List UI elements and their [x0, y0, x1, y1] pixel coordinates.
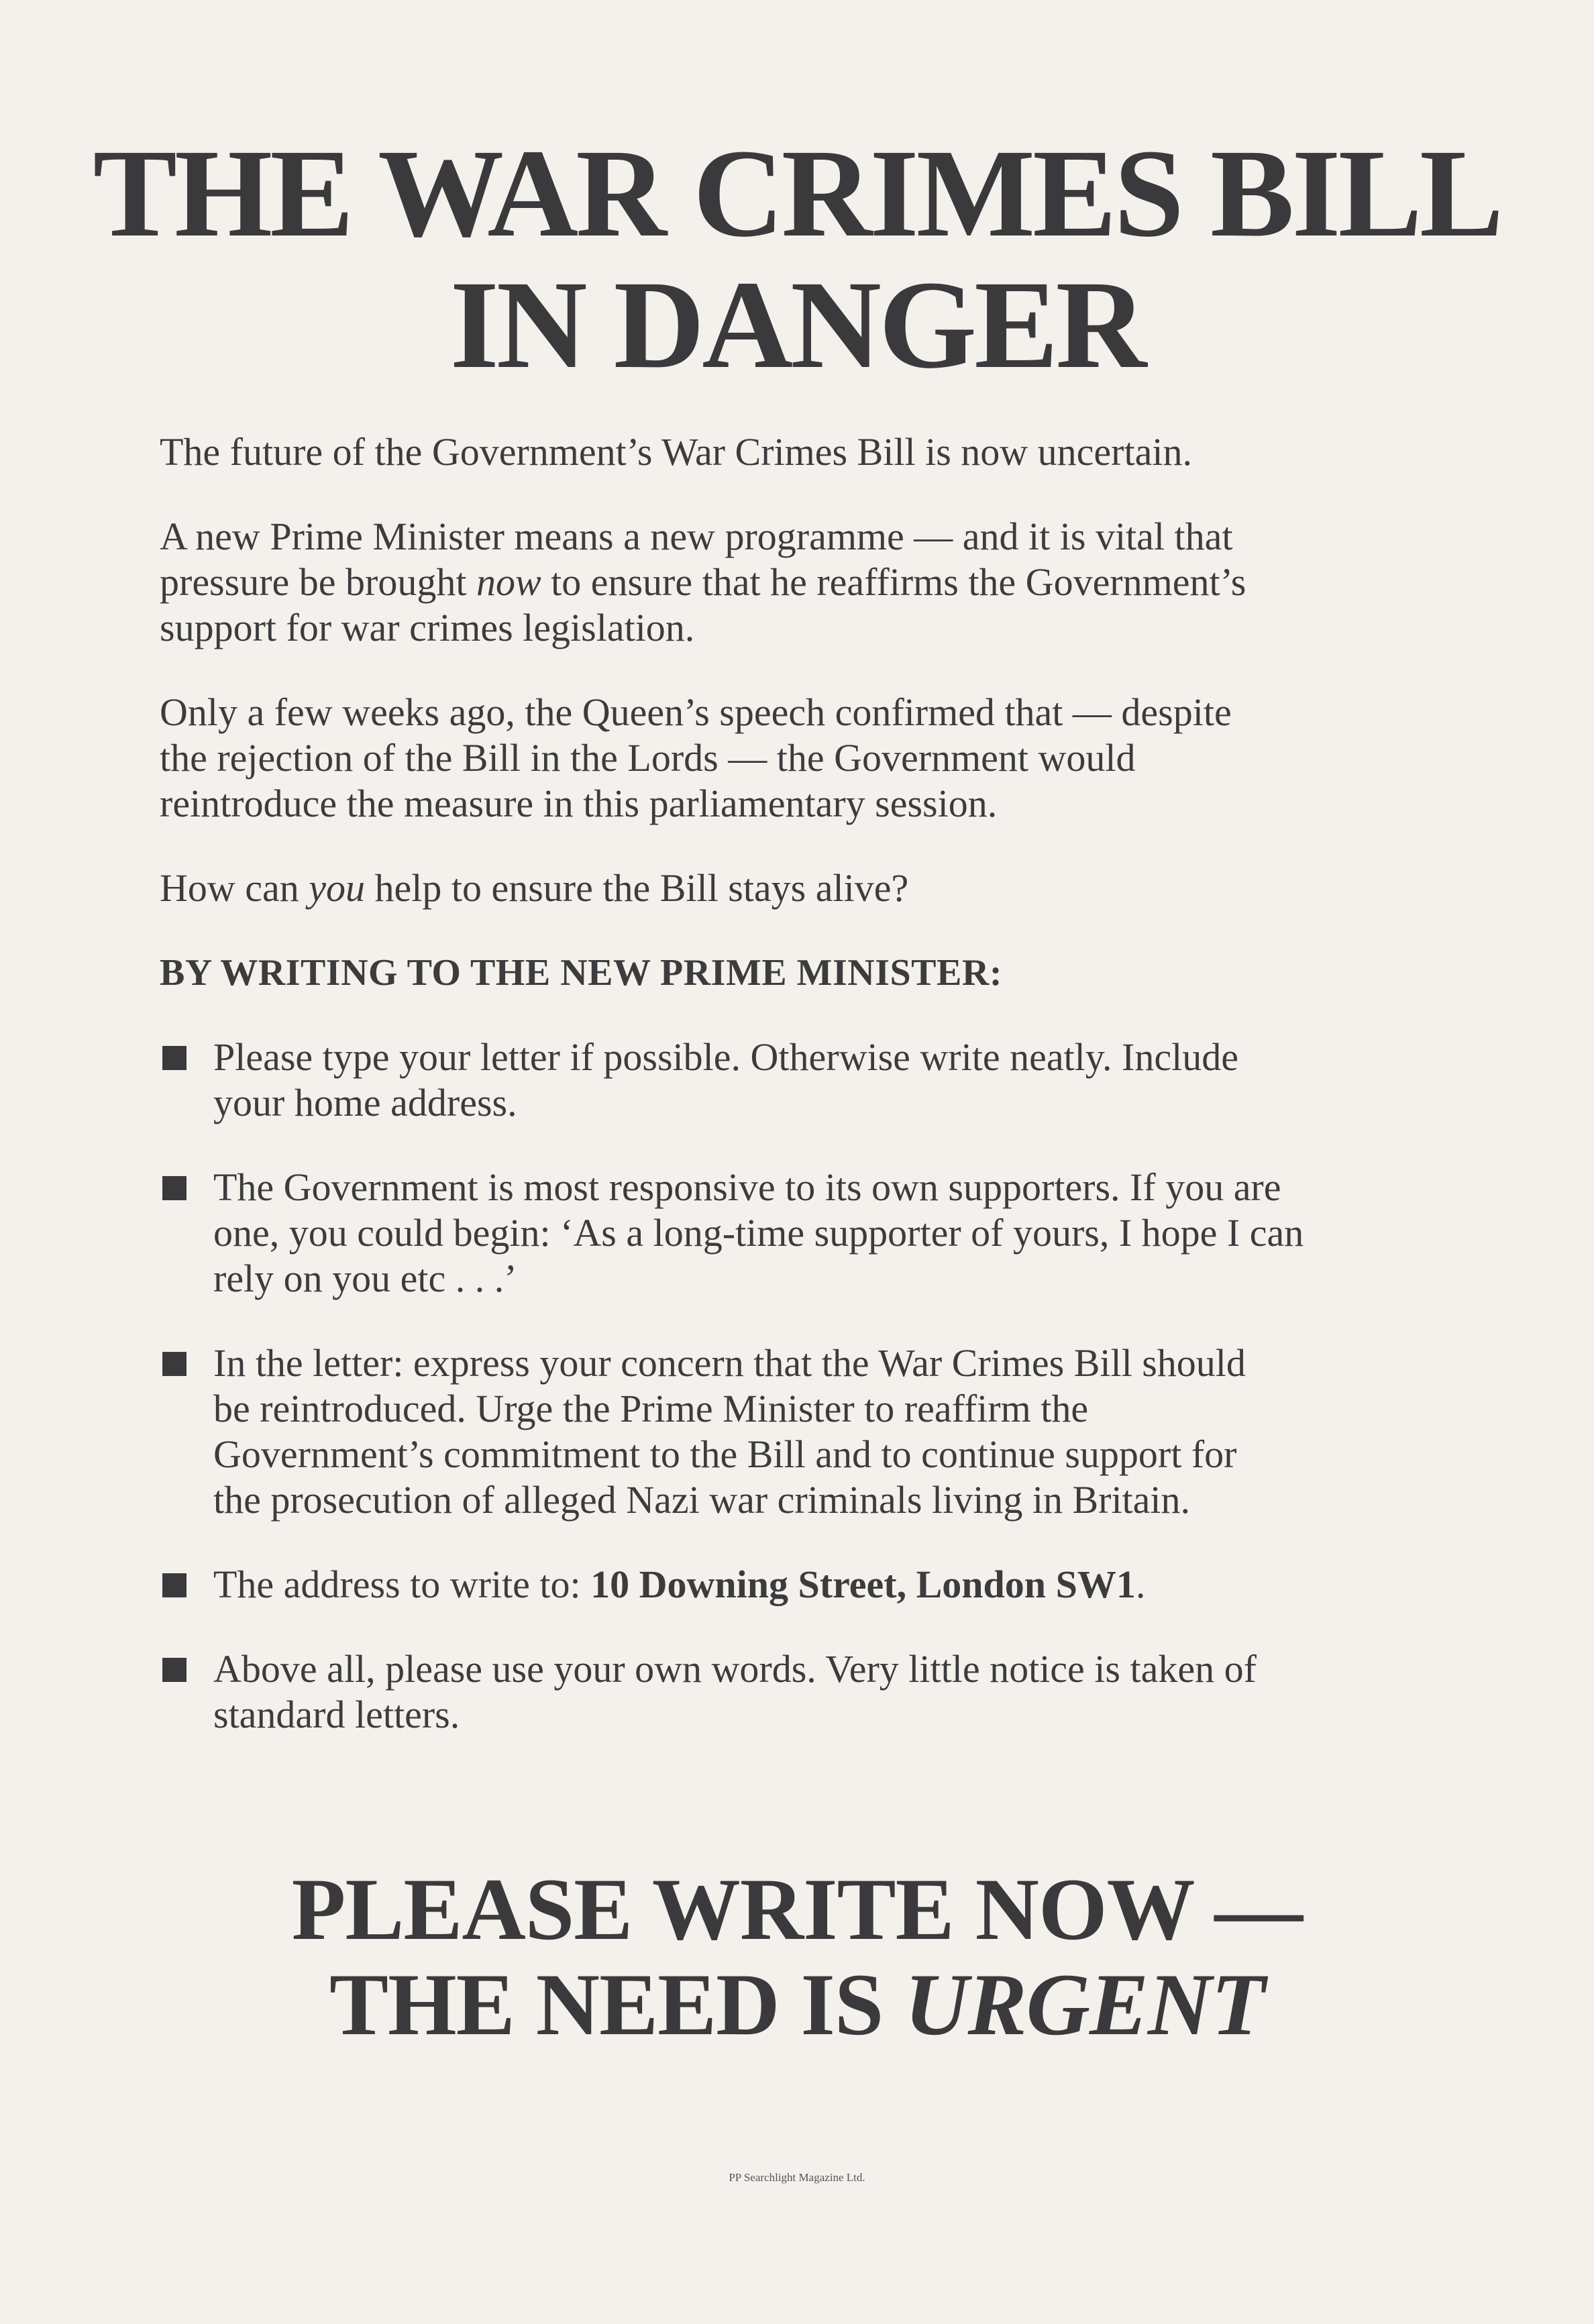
list-item-line: The Government is most responsive to its own supporters. If you are [213, 1165, 1281, 1209]
square-bullet-icon [162, 1658, 187, 1682]
list-item [160, 1035, 1495, 1126]
closing-call-to-action [0, 1862, 1594, 2052]
headline-line-1: THE WAR CRIMES BILL [93, 123, 1501, 263]
paragraph-future [160, 429, 1495, 475]
publisher-credit: PP Searchlight Magazine Ltd. [729, 2171, 865, 2184]
paragraph-line: The future of the Government’s War Crimes Bill is now uncertain. [160, 430, 1192, 474]
closing-line-1: PLEASE WRITE NOW — [291, 1860, 1303, 1958]
list-item-line: the prosecution of alleged Nazi war criminals living in Britain. [213, 1478, 1191, 1522]
headline-line-2: IN DANGER [449, 254, 1145, 394]
text-run: How can [160, 866, 309, 910]
list-item [160, 1646, 1495, 1738]
headline [0, 123, 1594, 394]
paragraph-line: reintroduce the measure in this parliamentary session. [160, 782, 998, 825]
instructions-list [160, 1035, 1495, 1738]
body-text [160, 429, 1495, 1777]
list-item [160, 1165, 1495, 1302]
paragraph-line: the rejection of the Bill in the Lords — the Government would [160, 736, 1136, 780]
square-bullet-icon [162, 1176, 187, 1200]
emphasis-you: you [309, 866, 366, 910]
text-run: . [1135, 1563, 1146, 1606]
paragraph-line [160, 865, 1495, 911]
subheading-writing: BY WRITING TO THE NEW PRIME MINISTER: [160, 952, 1002, 994]
paragraph-line: Only a few weeks ago, the Queen’s speech confirmed that — despite [160, 690, 1232, 734]
square-bullet-icon [162, 1046, 187, 1070]
paragraph-new-prime-minister [160, 514, 1495, 651]
text-run: The address to write to: [213, 1563, 591, 1606]
emphasis-urgent: URGENT [904, 1955, 1265, 2054]
list-item-line: Please type your letter if possible. Otherwise write neatly. Include [213, 1035, 1238, 1079]
paragraph-queens-speech [160, 690, 1495, 827]
list-item-line: standard letters. [213, 1693, 460, 1736]
list-item-line: In the letter: express your concern that the War Crimes Bill should [213, 1341, 1246, 1385]
list-item [160, 1340, 1495, 1523]
list-item-line: Government’s commitment to the Bill and to continue support for [213, 1432, 1237, 1476]
paragraph-line: A new Prime Minister means a new programme — and it is vital that [160, 515, 1233, 558]
paragraph-how-can-you-help [160, 865, 1495, 911]
list-item-line [213, 1562, 1495, 1607]
square-bullet-icon [162, 1352, 187, 1376]
list-item-line: rely on you etc . . .’ [213, 1257, 517, 1300]
square-bullet-icon [162, 1573, 187, 1597]
text-run: to ensure that he reaffirms the Government’s [541, 560, 1246, 604]
closing-line-2 [0, 1957, 1594, 2052]
list-item-line: your home address. [213, 1081, 517, 1124]
text-run: pressure be brought [160, 560, 476, 604]
emphasis-now: now [476, 560, 541, 604]
paragraph-line [160, 560, 1495, 605]
list-item [160, 1562, 1495, 1607]
paragraph-line: support for war crimes legislation. [160, 606, 695, 649]
list-item-line: be reintroduced. Urge the Prime Minister to reaffirm the [213, 1387, 1089, 1430]
text-run: help to ensure the Bill stays alive? [365, 866, 909, 910]
list-item-line: Above all, please use your own words. Very little notice is taken of [213, 1647, 1257, 1691]
text-run: THE NEED IS [329, 1955, 905, 2054]
list-item-line: one, you could begin: ‘As a long-time supporter of yours, I hope I can [213, 1211, 1304, 1255]
downing-street-address: 10 Downing Street, London SW1 [590, 1563, 1136, 1606]
